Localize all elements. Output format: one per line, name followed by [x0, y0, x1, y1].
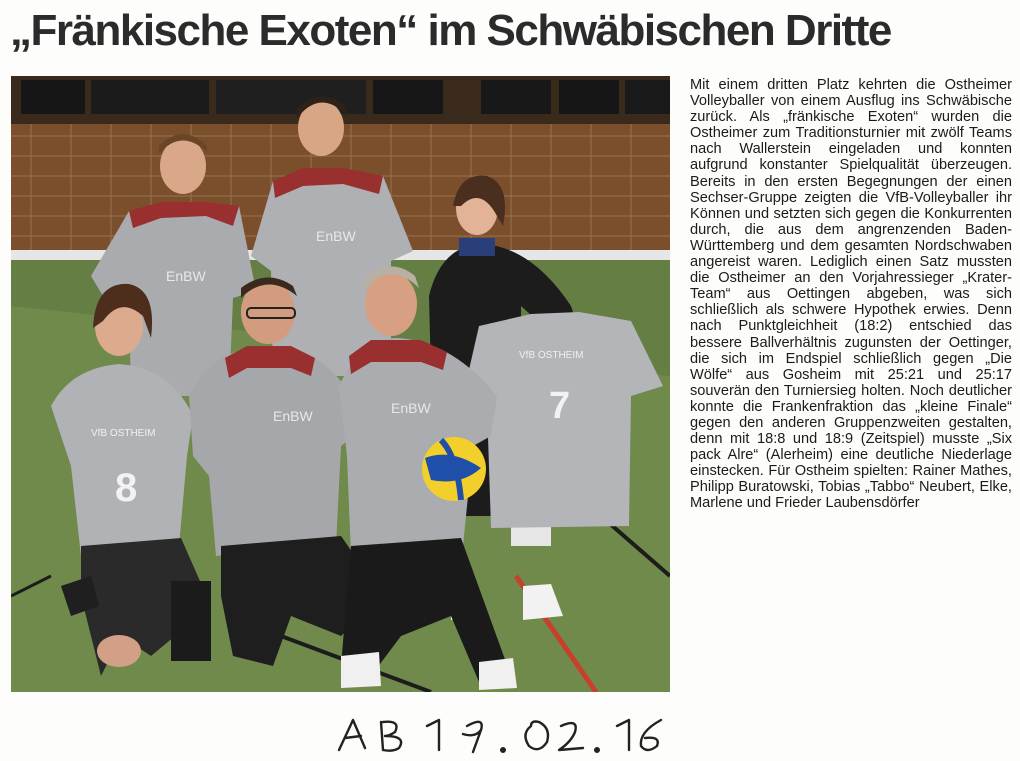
jersey-team-name: VfB OSTHEIM [519, 350, 584, 361]
jersey-number: 7 [549, 385, 571, 427]
sponsor-logo: EnBW [273, 408, 313, 424]
team-photo [11, 76, 670, 692]
article-body [690, 77, 1012, 512]
headline: „Fränkische Exoten“ im Schwäbischen Dritte [10, 6, 891, 55]
sponsor-logo: EnBW [316, 228, 356, 244]
article-text: Mit einem dritten Platz kehrten die Ostheimer Volleyballer von einem Ausflug ins Schwäbische zurück. Als „fränkische Exoten“ wurden die Ostheimer zum Traditionsturnier mit zwölf Teams nach Wallerstein eingeladen und konnten aufgrund konstanter Spielqualität überzeugen. Bereits in den ersten Begegnungen der einen Sechser-Gruppe zeigten die VfB-Volleyballer ihr Können und setzten sich gegen die Konkurrenten durch, die aus dem angrenzenden Baden-Württemberg und dem gesamten Nordschwaben angereist waren. Lediglich einen Satz mussten die Ostheimer an den Vorjahressieger „Krater-Team“ aus Oettingen abgeben, was sich schließlich als schwere Hypothek erwies. Denn nach Punktgleichheit (18:2) entschied das bessere Ballverhältnis zugunsten der Oettinger, die sich im Endspiel schließlich gegen „Die Wölfe“ aus Gosheim mit 25:21 und 25:17 souverän den Turniersieg holten. Noch deutlicher konnte die Frankenfraktion das „kleine Finale“ gegen den anderen Gruppenzweiten gestalten, denn mit 18:8 und 18:9 (Zeitspiel) musste „Six pack Alre“ (Alerheim) eine deutliche Niederlage einstecken. Für Ostheim spielten: Rainer Mathes, Philipp Buratowski, Tobias „Tabbo“ Neubert, Elke, Marlene und Frieder Laubensdörfer [690, 77, 1012, 512]
handwritten-date-note [335, 712, 675, 756]
sponsor-logo: EnBW [166, 268, 206, 284]
jersey-team-name: VfB OSTHEIM [91, 428, 156, 439]
jersey-number: 8 [115, 466, 138, 510]
sponsor-logo: EnBW [391, 400, 431, 416]
